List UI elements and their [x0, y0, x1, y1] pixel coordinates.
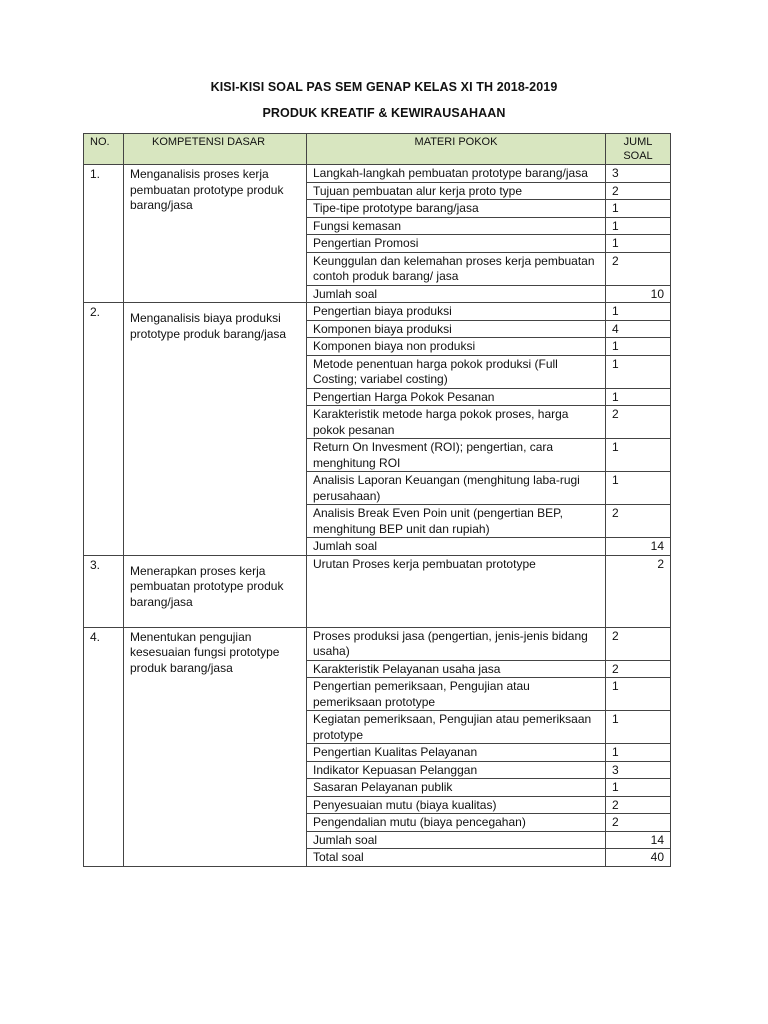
materi-pokok-cell: Pengendalian mutu (biaya pencegahan) — [307, 814, 606, 832]
materi-pokok-cell: Sasaran Pelayanan publik — [307, 779, 606, 797]
jumlah-soal-cell: 1 — [606, 217, 671, 235]
total-label: Total soal — [307, 849, 606, 867]
materi-pokok-cell: Analisis Break Even Poin unit (pengertian BEP, menghitung BEP unit dan rupiah) — [307, 505, 606, 538]
materi-pokok-cell: Karakteristik metode harga pokok proses, harga pokok pesanan — [307, 406, 606, 439]
document-title: KISI-KISI SOAL PAS SEM GENAP KELAS XI TH 2018-2019 — [210, 80, 558, 94]
materi-pokok-cell: Indikator Kepuasan Pelanggan — [307, 761, 606, 779]
jumlah-soal-cell: 1 — [606, 472, 671, 505]
jumlah-soal-cell: 2 — [606, 555, 671, 627]
materi-pokok-cell: Pengertian biaya produksi — [307, 303, 606, 321]
materi-pokok-cell: Tipe-tipe prototype barang/jasa — [307, 200, 606, 218]
jumlah-soal-cell: 2 — [606, 505, 671, 538]
jumlah-soal-cell: 2 — [606, 814, 671, 832]
subtotal-value: 14 — [606, 538, 671, 556]
jumlah-soal-cell: 4 — [606, 320, 671, 338]
table-header-row — [84, 134, 671, 165]
materi-pokok-cell: Komponen biaya produksi — [307, 320, 606, 338]
kompetensi-dasar-cell — [124, 555, 307, 627]
jumlah-soal-cell: 2 — [606, 406, 671, 439]
materi-pokok-cell: Pengertian Harga Pokok Pesanan — [307, 388, 606, 406]
materi-pokok-cell: Langkah-langkah pembuatan prototype barang/jasa — [307, 165, 606, 183]
header-jumlah-line1: JUML — [623, 136, 653, 148]
document-subtitle: PRODUK KREATIF & KEWIRAUSAHAAN — [262, 106, 506, 120]
jumlah-soal-cell: 3 — [606, 761, 671, 779]
jumlah-soal-cell: 3 — [606, 165, 671, 183]
jumlah-soal-cell: 2 — [606, 660, 671, 678]
jumlah-soal-cell: 2 — [606, 627, 671, 660]
materi-pokok-cell: Keunggulan dan kelemahan proses kerja pembuatan contoh produk barang/ jasa — [307, 252, 606, 285]
jumlah-soal-cell: 1 — [606, 744, 671, 762]
materi-pokok-cell: Pengertian Kualitas Pelayanan — [307, 744, 606, 762]
kompetensi-dasar-text: Menentukan pengujian kesesuaian fungsi prototype produk barang/jasa — [130, 629, 280, 675]
kompetensi-dasar-cell — [124, 627, 307, 866]
subtotal-label: Jumlah soal — [307, 285, 606, 303]
table-row — [84, 303, 671, 321]
materi-pokok-cell: Kegiatan pemeriksaan, Pengujian atau pemeriksaan prototype — [307, 711, 606, 744]
jumlah-soal-cell: 1 — [606, 200, 671, 218]
materi-pokok-cell: Tujuan pembuatan alur kerja proto type — [307, 182, 606, 200]
header-jumlah-soal — [606, 134, 671, 165]
materi-pokok-cell: Pengertian pemeriksaan, Pengujian atau pemeriksaan prototype — [307, 678, 606, 711]
header-jumlah-line2: SOAL — [623, 150, 653, 162]
materi-pokok-cell: Return On Invesment (ROI); pengertian, cara menghitung ROI — [307, 439, 606, 472]
table-row — [84, 627, 671, 660]
kompetensi-dasar-text: Menganalisis biaya produksi prototype produk barang/jasa — [130, 311, 287, 341]
total-value: 40 — [606, 849, 671, 867]
materi-pokok-cell: Proses produksi jasa (pengertian, jenis-jenis bidang usaha) — [307, 627, 606, 660]
subtotal-label: Jumlah soal — [307, 831, 606, 849]
section-number: 2. — [84, 303, 124, 556]
kompetensi-dasar-cell — [124, 303, 307, 556]
subtotal-label: Jumlah soal — [307, 538, 606, 556]
jumlah-soal-cell: 2 — [606, 796, 671, 814]
jumlah-soal-cell: 1 — [606, 388, 671, 406]
jumlah-soal-cell: 1 — [606, 439, 671, 472]
jumlah-soal-cell: 2 — [606, 182, 671, 200]
subtotal-value: 10 — [606, 285, 671, 303]
jumlah-soal-cell: 2 — [606, 252, 671, 285]
subtotal-value: 14 — [606, 831, 671, 849]
materi-pokok-cell: Komponen biaya non produksi — [307, 338, 606, 356]
table-row — [84, 555, 671, 627]
section-number: 4. — [84, 627, 124, 866]
jumlah-soal-cell: 1 — [606, 303, 671, 321]
section-number: 3. — [84, 555, 124, 627]
materi-pokok-cell: Metode penentuan harga pokok produksi (Full Costing; variabel costing) — [307, 355, 606, 388]
jumlah-soal-cell: 1 — [606, 678, 671, 711]
materi-pokok-cell: Analisis Laporan Keuangan (menghitung laba-rugi perusahaan) — [307, 472, 606, 505]
table-row — [84, 165, 671, 183]
jumlah-soal-cell: 1 — [606, 779, 671, 797]
header-no: NO. — [84, 134, 124, 165]
materi-pokok-cell: Pengertian Promosi — [307, 235, 606, 253]
materi-pokok-cell: Urutan Proses kerja pembuatan prototype — [307, 555, 606, 627]
section-number: 1. — [84, 165, 124, 303]
header-kompetensi-dasar: KOMPETENSI DASAR — [124, 134, 307, 165]
materi-pokok-cell: Karakteristik Pelayanan usaha jasa — [307, 660, 606, 678]
kompetensi-dasar-text: Menerapkan proses kerja pembuatan prototype produk barang/jasa — [130, 563, 284, 609]
materi-pokok-cell: Fungsi kemasan — [307, 217, 606, 235]
kisi-kisi-table — [83, 133, 671, 867]
kompetensi-dasar-cell — [124, 165, 307, 303]
jumlah-soal-cell: 1 — [606, 711, 671, 744]
materi-pokok-cell: Penyesuaian mutu (biaya kualitas) — [307, 796, 606, 814]
jumlah-soal-cell: 1 — [606, 355, 671, 388]
jumlah-soal-cell: 1 — [606, 338, 671, 356]
kompetensi-dasar-text: Menganalisis proses kerja pembuatan prototype produk barang/jasa — [130, 167, 284, 212]
jumlah-soal-cell: 1 — [606, 235, 671, 253]
header-materi-pokok: MATERI POKOK — [307, 134, 606, 165]
